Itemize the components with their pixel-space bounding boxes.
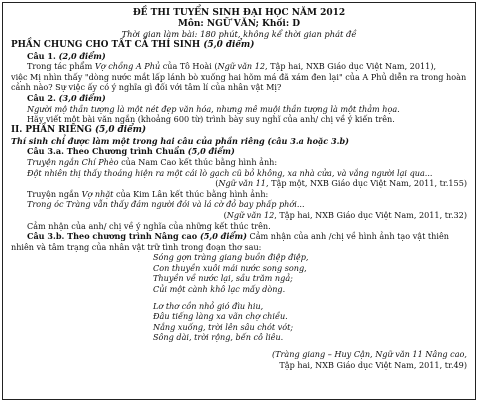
poem-line: Thuyền về nước lại, sầu trăm ngả; bbox=[153, 273, 293, 284]
part2-note: Thí sinh chỉ được làm một trong hai câu của phần riêng (câu 3.a hoặc 3.b) bbox=[11, 135, 349, 146]
q3a-source2: (Ngữ văn 12, Tập hai, NXB Giáo dục Việt Nam, 2011, tr.32) bbox=[223, 209, 467, 220]
q3a-label: Câu 3.a. Theo Chương trình Chuẩn (5,0 điểm) bbox=[27, 146, 235, 157]
q1-text: Trong tác phẩm Vợ chồng A Phủ của Tô Hoài (Ngữ văn 12, Tập hai, NXB Giáo dục Việt Nam, 2011), bbox=[27, 61, 437, 72]
poem-line: Sông dài, trời rộng, bến cô liêu. bbox=[153, 332, 284, 343]
q3a-intro1: Truyện ngắn Chí Phèo của Nam Cao kết thúc bằng hình ảnh: bbox=[27, 156, 278, 167]
poem-line: Lơ thơ cồn nhỏ gió đìu hiu, bbox=[153, 300, 264, 311]
q1-label: Câu 1. (2,0 điểm) bbox=[27, 50, 106, 61]
q3b-label: Câu 3.b. Theo chương trình Nâng cao (5,0 điểm) Cảm nhận của anh /chị về hình ảnh tạo vật thiên bbox=[27, 231, 449, 242]
exam-time: Thời gian làm bài: 180 phút, không kể thời gian phát đề bbox=[121, 29, 357, 39]
q3b-task: nhiên và tâm trạng của nhân vật trữ tình trong đoạn thơ sau: bbox=[11, 241, 262, 252]
poem-stanza-1 bbox=[11, 252, 467, 294]
part2-heading: II. PHẦN RIÊNG (5,0 điểm) bbox=[11, 124, 147, 135]
exam-subject: Môn: NGỮ VĂN; Khối: D bbox=[177, 18, 301, 29]
exam-page bbox=[2, 2, 476, 400]
poem-line: Đâu tiếng làng xa vãn chợ chiều. bbox=[153, 311, 288, 322]
q3a-intro2: Truyện ngắn Vợ nhặt của Kim Lân kết thúc bằng hình ảnh: bbox=[27, 188, 269, 199]
poem-line: Nắng xuống, trời lên sâu chót vót; bbox=[153, 321, 294, 332]
q3b-source-2: Tập hai, NXB Giáo dục Việt Nam, 2011, tr.49) bbox=[279, 359, 467, 370]
poem-line: Củi một cành khô lạc mấy dòng. bbox=[153, 284, 286, 295]
q3a-quote1: Đột nhiên thị thấy thoáng hiện ra một cái lò gạch cũ bỏ không, xa nhà cửa, và vắng người lại qua... bbox=[27, 167, 433, 178]
q1-text-3: cảnh nào? Sự việc ấy có ý nghĩa gì đối với tâm lí của nhân vật Mị? bbox=[11, 82, 282, 93]
poem-line: Con thuyền xuôi mái nước song song, bbox=[153, 262, 307, 273]
poem-stanza-2 bbox=[11, 301, 467, 343]
q3a-quote2: Trong óc Tràng vẫn thấy đám người đói và lá cờ đỏ bay phấp phới... bbox=[27, 199, 305, 210]
part1-heading: PHẦN CHUNG CHO TẤT CẢ THÍ SINH (5,0 điểm) bbox=[11, 39, 255, 50]
q3a-task: Cảm nhận của anh/ chị về ý nghĩa của những kết thúc trên. bbox=[27, 220, 271, 231]
q2-label: Câu 2. (3,0 điểm) bbox=[27, 92, 106, 103]
exam-title: ĐỀ THI TUYỂN SINH ĐẠI HỌC NĂM 2012 bbox=[132, 8, 346, 18]
q1-text-2: việc Mị nhìn thấy "dòng nước mắt lấp lánh bò xuống hai hõm má đã xám đen lại" của A Phủ diễn ra trong hoàn bbox=[11, 71, 467, 82]
q2-task: Hãy viết một bài văn ngắn (khoảng 600 từ) trình bày suy nghĩ của anh/ chị về ý kiến trên. bbox=[27, 114, 395, 125]
q3a-source1: (Ngữ văn 11, Tập một, NXB Giáo dục Việt Nam, 2011, tr.155) bbox=[215, 178, 467, 189]
q3b-source: (Tràng giang – Huy Cận, Ngữ văn 11 Nâng cao, bbox=[272, 349, 467, 360]
q2-quote: Người mộ thần tượng là một nét đẹp văn hóa, nhưng mê muội thần tượng là một thảm họa. bbox=[27, 103, 400, 114]
poem-line: Sóng gợn tràng giang buồn điệp điệp, bbox=[153, 252, 309, 263]
